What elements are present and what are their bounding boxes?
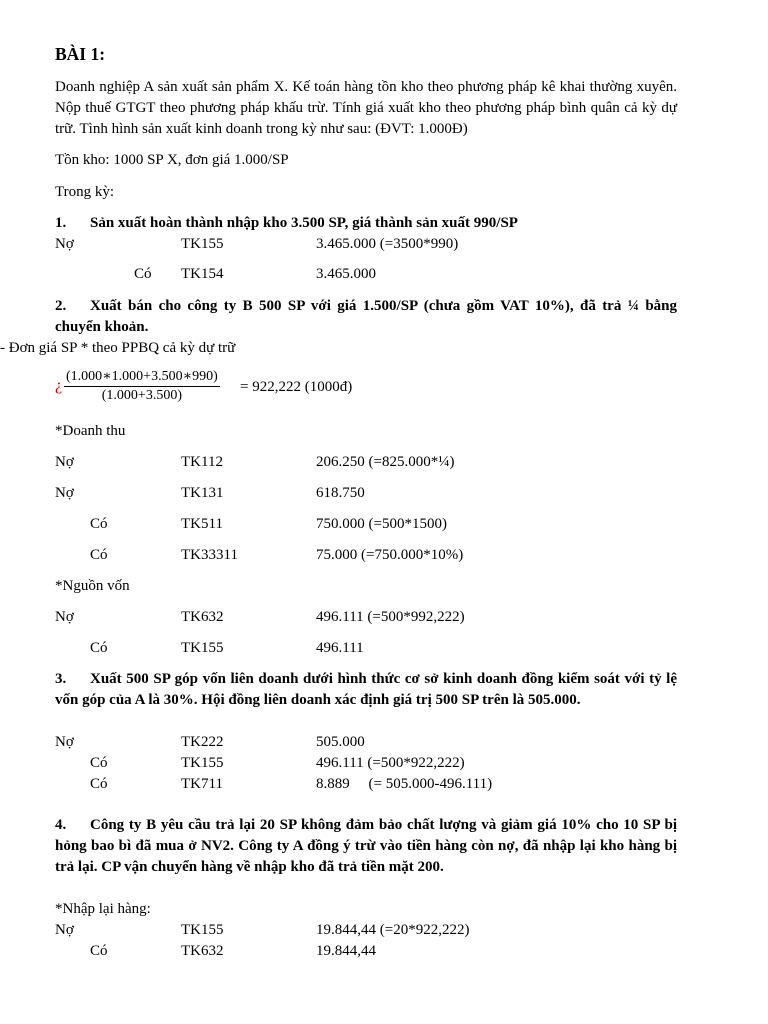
entry-account: TK154 — [181, 266, 224, 282]
entry-account: TK711 — [181, 776, 223, 792]
entry-amount: 618.750 — [316, 485, 365, 501]
entry-side: Nợ — [55, 734, 74, 750]
entry-side: Nợ — [55, 609, 74, 625]
entry-account: TK33311 — [181, 547, 238, 563]
entry-amount: 206.250 (=825.000*¼) — [316, 454, 455, 470]
transaction-4-number: 4. — [55, 817, 67, 833]
transaction-2-text: Xuất bán cho công ty B 500 SP với giá 1.500/SP (chưa gồm VAT 10%), đã trả ¼ bằng chuyển khoản. — [55, 298, 677, 335]
during-period-label: Trong kỳ: — [55, 184, 115, 200]
entry-account: TK511 — [181, 516, 223, 532]
entry-amount: 505.000 — [316, 734, 365, 750]
entry-account: TK222 — [181, 734, 224, 750]
capital-label: *Nguồn vốn — [55, 578, 130, 594]
transaction-2-number: 2. — [55, 298, 67, 314]
entry-side: Có — [90, 547, 108, 563]
entry-side: Nợ — [55, 485, 74, 501]
formula-prefix: ¿ — [55, 377, 63, 394]
entry-account: TK632 — [181, 943, 224, 959]
problem-intro: Doanh nghiệp A sản xuất sản phẩm X. Kế toán hàng tồn kho theo phương pháp kê khai thường xuyên. Nộp thuế GTGT theo phương pháp khấu trừ. Tính giá xuất kho theo phương pháp bình quân cả kỳ dự trữ. Tình hình sản xuất kinh doanh trong kỳ như sau: (ĐVT: 1.000Đ) — [55, 79, 677, 137]
entry-amount: 8.889 (= 505.000-496.111) — [316, 776, 493, 792]
transaction-1-text: Sản xuất hoàn thành nhập kho 3.500 SP, giá thành sản xuất 990/SP — [90, 215, 518, 231]
transaction-4-text: Công ty B yêu cầu trả lại 20 SP không đảm bảo chất lượng và giảm giá 10% cho 10 SP bị hỏng bao bì đã mua ở NV2. Công ty A đồng ý trừ vào tiền hàng còn nợ, đã nhập lại kho hàng bị trả lại. CP vận chuyển hàng về nhập kho đã trả tiền mặt 200. — [55, 817, 677, 875]
exercise-title: BÀI 1: — [55, 44, 106, 64]
entry-side: Có — [90, 516, 108, 532]
entry-account: TK632 — [181, 609, 224, 625]
entry-account: TK155 — [181, 236, 224, 252]
entry-side: Nợ — [55, 454, 74, 470]
entry-side: Có — [90, 943, 108, 959]
entry-side: Có — [134, 266, 152, 282]
transaction-1-number: 1. — [55, 215, 67, 231]
entry-amount: 496.111 (=500*922,222) — [316, 755, 465, 771]
formula-result: = 922,222 (1000đ) — [240, 379, 353, 395]
average-price-fraction — [64, 368, 220, 405]
transaction-3-number: 3. — [55, 671, 67, 687]
entry-side: Có — [90, 776, 108, 792]
entry-amount: 75.000 (=750.000*10%) — [316, 547, 464, 563]
revenue-label: *Doanh thu — [55, 423, 126, 439]
entry-side: Nợ — [55, 922, 74, 938]
entry-amount: 3.465.000 — [316, 266, 376, 282]
fraction-denominator: (1.000+3.500) — [101, 388, 182, 403]
entry-side: Có — [90, 755, 108, 771]
entry-amount: 19.844,44 (=20*922,222) — [316, 922, 470, 938]
entry-account: TK155 — [181, 922, 224, 938]
entry-amount: 750.000 (=500*1500) — [316, 516, 447, 532]
entry-amount: 19.844,44 — [316, 943, 376, 959]
transaction-3-text: Xuất 500 SP góp vốn liên doanh dưới hình thức cơ sở kinh doanh đồng kiểm soát với tỷ lệ vốn góp của A là 30%. Hội đồng liên doanh xác định giá trị 500 SP trên là 505.000. — [55, 671, 677, 708]
return-goods-label: *Nhập lại hàng: — [55, 901, 151, 917]
entry-account: TK155 — [181, 640, 224, 656]
entry-amount: 496.111 — [316, 640, 364, 656]
entry-amount: 3.465.000 (=3500*990) — [316, 236, 459, 252]
unit-price-note: - Đơn giá SP * theo PPBQ cả kỳ dự trữ — [0, 340, 236, 356]
entry-account: TK131 — [181, 485, 224, 501]
entry-side: Có — [90, 640, 108, 656]
entry-side: Nợ — [55, 236, 74, 252]
entry-account: TK112 — [181, 454, 223, 470]
opening-inventory: Tồn kho: 1000 SP X, đơn giá 1.000/SP — [55, 152, 289, 168]
entry-amount: 496.111 (=500*992,222) — [316, 609, 465, 625]
fraction-numerator: (1.000∗1.000+3.500∗990) — [64, 368, 220, 387]
entry-account: TK155 — [181, 755, 224, 771]
